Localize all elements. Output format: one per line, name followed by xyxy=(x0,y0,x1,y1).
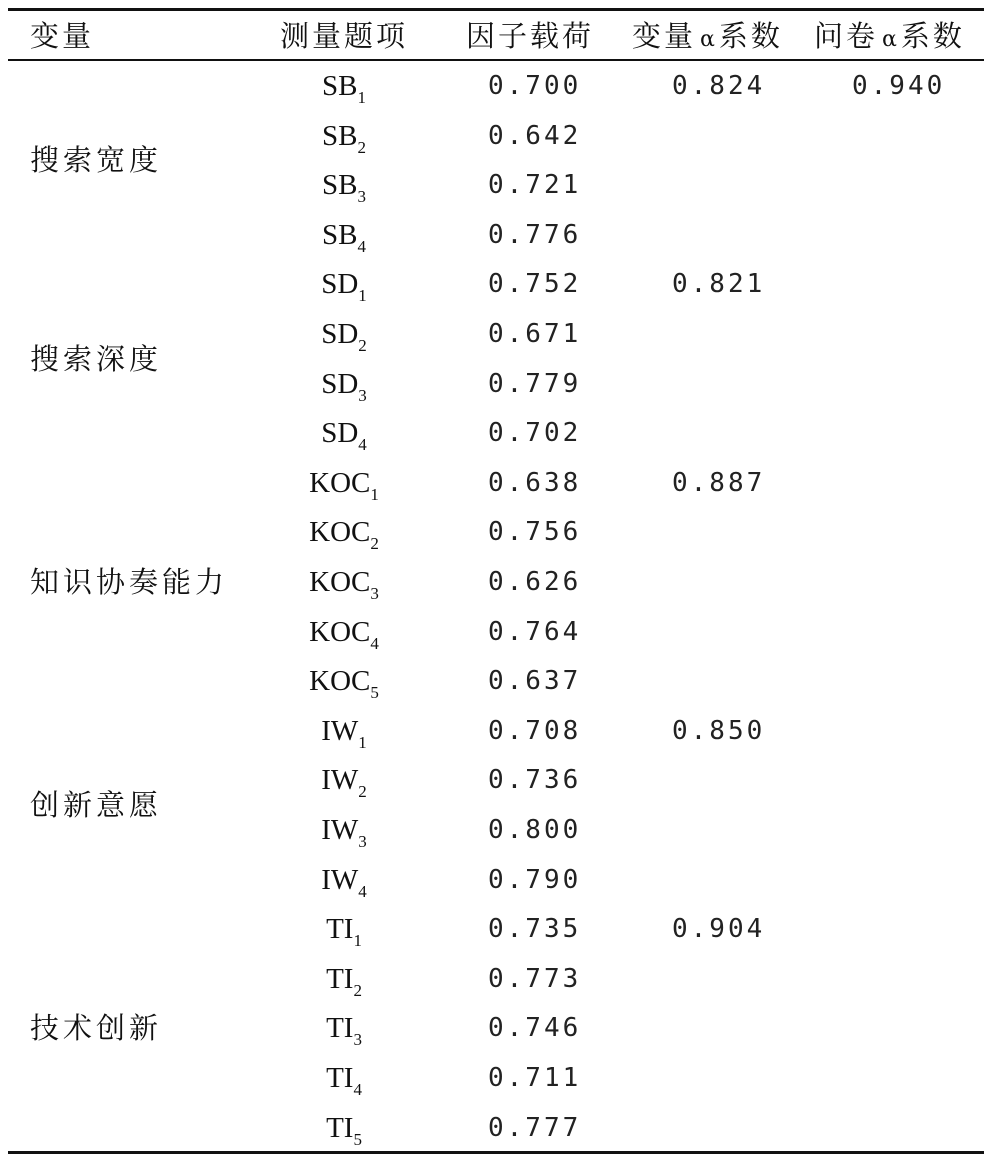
header-variable-alpha-symbol: α xyxy=(700,27,715,52)
measure-item xyxy=(258,1053,430,1103)
measure-item-subscript: 3 xyxy=(358,385,367,405)
measure-item-code: KOC xyxy=(309,516,371,549)
header-item: 测量题项 xyxy=(280,19,409,53)
variable-label: 知识协奏能力 xyxy=(30,564,229,599)
variable-label: 创新意愿 xyxy=(30,788,163,822)
measure-item xyxy=(258,458,430,508)
factor-loading: 0.776 xyxy=(488,219,582,250)
table-row xyxy=(8,259,984,309)
header-questionnaire-alpha-post: 系数 xyxy=(900,19,965,53)
factor-loading: 0.638 xyxy=(488,467,582,498)
measure-item xyxy=(258,210,430,260)
measure-item-subscript: 4 xyxy=(357,236,366,256)
factor-loading: 0.779 xyxy=(488,368,582,399)
measure-item-subscript: 2 xyxy=(370,534,379,554)
table-row xyxy=(8,706,984,756)
factor-loading: 0.671 xyxy=(488,319,582,349)
measure-item xyxy=(258,805,430,855)
table-row xyxy=(8,458,984,508)
measure-item-code: TI xyxy=(326,962,354,995)
factor-loading: 0.700 xyxy=(488,71,582,101)
measure-item xyxy=(258,160,430,210)
measure-item-subscript: 5 xyxy=(353,1129,362,1149)
measure-item-subscript: 4 xyxy=(358,881,367,901)
factor-loading: 0.773 xyxy=(488,963,582,994)
factor-loading: 0.746 xyxy=(488,1013,582,1044)
factor-loading: 0.752 xyxy=(488,269,582,300)
measure-item-subscript: 1 xyxy=(357,88,366,107)
measure-item-subscript: 1 xyxy=(370,484,379,504)
measure-item-code: SD xyxy=(321,268,359,301)
table-bottom-rule xyxy=(8,1151,984,1154)
measure-item-code: KOC xyxy=(309,466,371,499)
measure-item-subscript: 2 xyxy=(358,336,367,355)
measure-item xyxy=(258,855,430,905)
measure-item xyxy=(258,111,430,161)
questionnaire-alpha: 0.940 xyxy=(852,71,946,101)
table-row xyxy=(8,507,984,557)
measure-item-subscript: 3 xyxy=(353,1030,362,1050)
measure-item-code: SB xyxy=(322,119,358,152)
measure-item-code: KOC xyxy=(309,615,371,648)
measure-item-subscript: 3 xyxy=(358,832,367,851)
measure-item xyxy=(258,1103,430,1153)
variable-label: 技术创新 xyxy=(30,1011,163,1046)
variable-alpha: 0.850 xyxy=(672,715,766,746)
measure-item-code: SD xyxy=(321,367,359,400)
measure-item-code: IW xyxy=(321,764,359,797)
measure-item xyxy=(258,607,430,657)
factor-loading: 0.764 xyxy=(488,616,582,647)
table-row xyxy=(8,656,984,706)
factor-loading: 0.735 xyxy=(488,914,582,945)
measure-item-code: TI xyxy=(326,913,354,946)
table-top-rule xyxy=(8,8,984,11)
table-row xyxy=(8,855,984,905)
measure-item-subscript: 2 xyxy=(357,137,366,157)
table-row xyxy=(8,408,984,458)
table-row xyxy=(8,61,984,111)
factor-loading: 0.721 xyxy=(488,170,582,201)
measure-item xyxy=(258,656,430,706)
measure-item-subscript: 1 xyxy=(353,931,362,951)
factor-loading: 0.790 xyxy=(488,864,582,895)
measure-item-code: TI xyxy=(326,1111,354,1144)
measure-item-subscript: 1 xyxy=(358,732,367,752)
measure-item xyxy=(258,557,430,607)
measure-item xyxy=(258,706,430,756)
variable-alpha: 0.887 xyxy=(672,467,766,498)
variable-label: 搜索宽度 xyxy=(30,143,163,178)
table-row xyxy=(8,904,984,954)
measure-item xyxy=(258,359,430,409)
measure-item-subscript: 4 xyxy=(358,435,367,455)
measure-item-subscript: 4 xyxy=(370,633,379,653)
measure-item xyxy=(258,259,430,309)
measure-item-code: IW xyxy=(321,814,359,846)
measure-item-code: SD xyxy=(321,318,359,350)
measure-item xyxy=(258,1003,430,1053)
factor-loading: 0.711 xyxy=(488,1063,582,1093)
measure-item xyxy=(258,755,430,805)
header-questionnaire-alpha xyxy=(814,14,965,58)
measure-item-code: TI xyxy=(326,1062,354,1094)
measure-item-code: SB xyxy=(322,218,358,251)
measure-item-code: IW xyxy=(321,863,359,896)
factor-loading: 0.800 xyxy=(488,815,582,845)
measure-item-subscript: 5 xyxy=(370,683,379,703)
measure-item xyxy=(258,309,430,359)
measure-item-subscript: 4 xyxy=(353,1080,362,1099)
measure-item xyxy=(258,904,430,954)
header-questionnaire-alpha-pre: 问卷 xyxy=(814,19,879,53)
header-variable-alpha xyxy=(632,14,783,58)
measure-item-code: SB xyxy=(322,70,358,102)
measure-item-code: KOC xyxy=(309,566,371,598)
header-variable-alpha-post: 系数 xyxy=(718,19,783,53)
factor-loading: 0.626 xyxy=(488,567,582,597)
measure-item xyxy=(258,408,430,458)
variable-label: 搜索深度 xyxy=(30,341,163,376)
factor-loading: 0.702 xyxy=(488,418,582,449)
factor-loading: 0.777 xyxy=(488,1112,582,1143)
factor-loading: 0.708 xyxy=(488,715,582,746)
measure-item-code: KOC xyxy=(309,665,371,698)
variable-alpha: 0.824 xyxy=(672,71,766,101)
measure-item-subscript: 3 xyxy=(370,584,379,603)
factor-loading: 0.642 xyxy=(488,120,582,151)
measure-item-subscript: 2 xyxy=(353,980,362,1000)
measure-item-code: SB xyxy=(322,169,358,202)
measure-item-code: IW xyxy=(321,714,359,747)
table-row xyxy=(8,954,984,1004)
header-loading: 因子载荷 xyxy=(466,19,595,53)
measure-item-subscript: 1 xyxy=(358,286,367,306)
table-row xyxy=(8,1103,984,1153)
measure-item-code: TI xyxy=(326,1012,354,1045)
measure-item xyxy=(258,507,430,557)
factor-loading: 0.637 xyxy=(488,666,582,697)
table-row xyxy=(8,607,984,657)
table-row xyxy=(8,210,984,260)
measure-item-code: SD xyxy=(321,417,359,450)
factor-loading: 0.756 xyxy=(488,517,582,548)
header-variable-alpha-pre: 变量 xyxy=(632,19,697,53)
table-row xyxy=(8,1053,984,1103)
measure-item xyxy=(258,954,430,1004)
measure-item xyxy=(258,61,430,111)
measure-item-subscript: 3 xyxy=(357,187,366,207)
variable-alpha: 0.904 xyxy=(672,914,766,945)
variable-alpha: 0.821 xyxy=(672,269,766,300)
measure-item-subscript: 2 xyxy=(358,782,367,802)
header-variable: 变量 xyxy=(30,19,95,53)
factor-loading: 0.736 xyxy=(488,765,582,796)
header-questionnaire-alpha-symbol: α xyxy=(882,27,897,52)
